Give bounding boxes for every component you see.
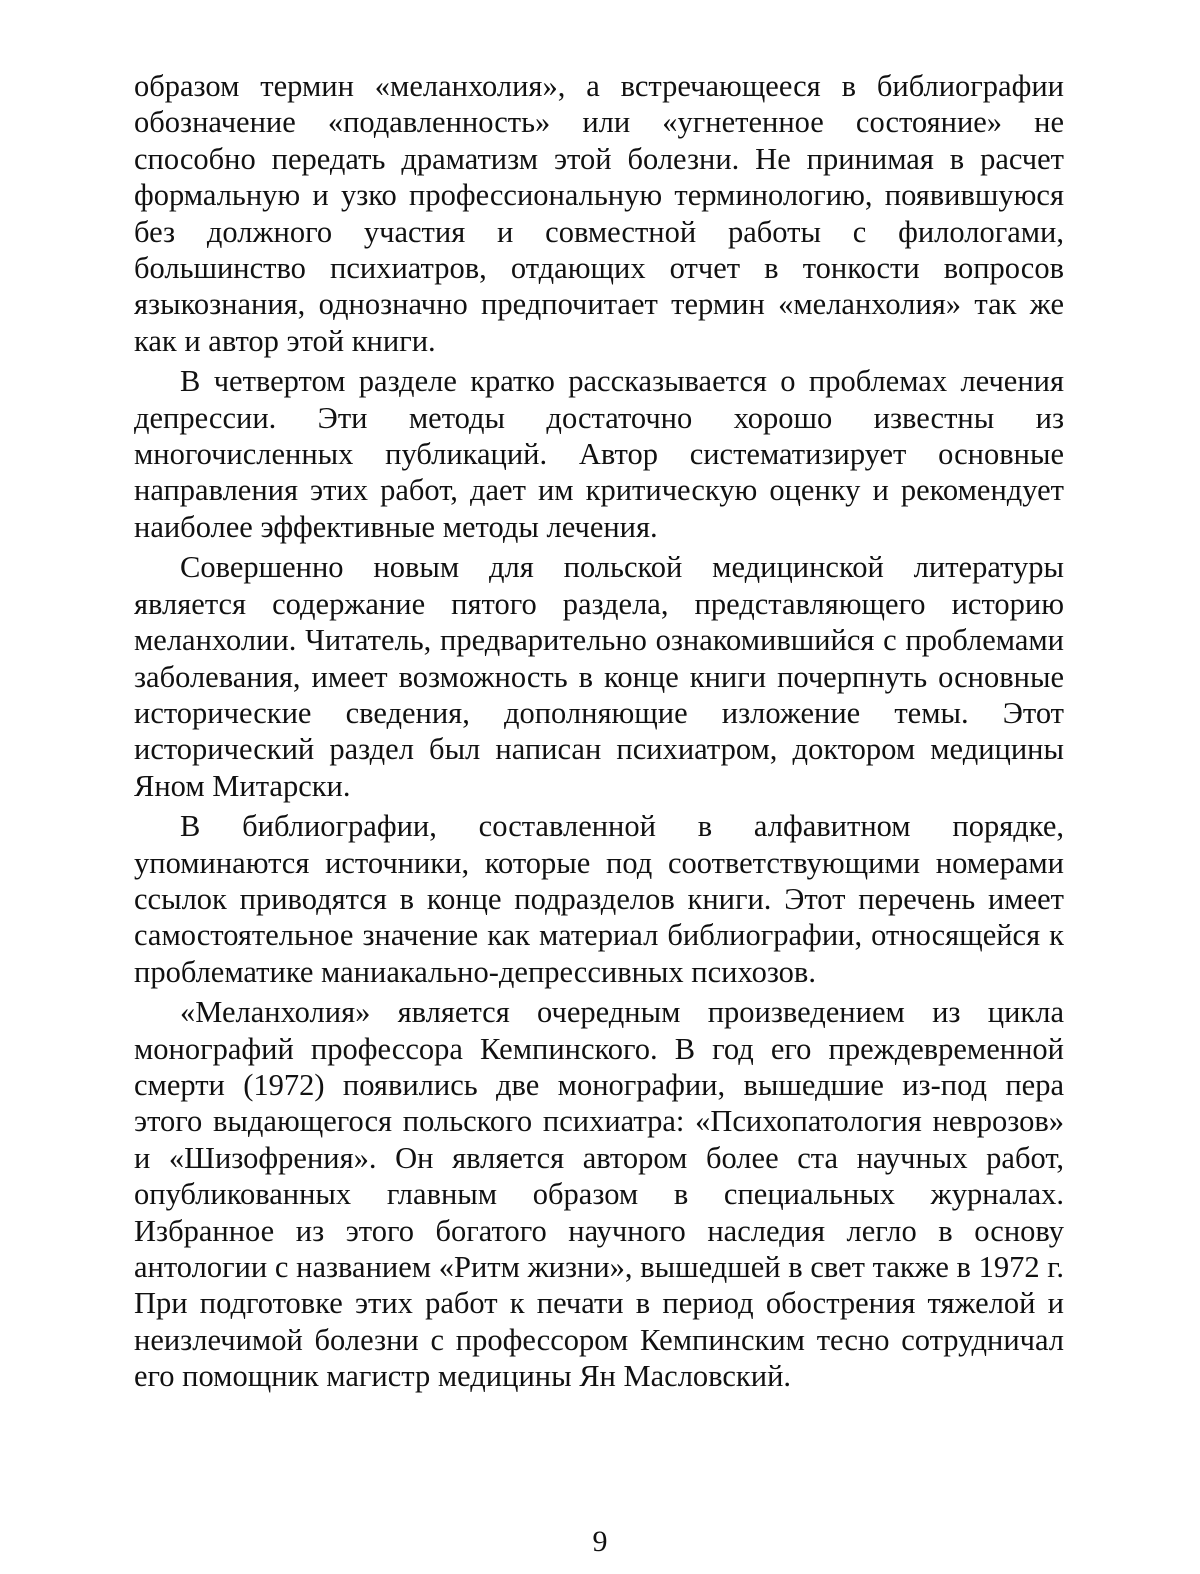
paragraph-history-section: Совершенно новым для польской медицинской литературы является содержание пятого раздела, представляющего историю меланхолии. Читатель, предварительно ознакомившийся с проблемами заболевания, имеет возможность в конце книги почерпнуть основные исторические сведения, дополняющие изложение темы. Этот исторический раздел был написан психиатром, доктором медицины Яном Митарски. — [134, 550, 1064, 803]
paragraph-continuation: образом термин «меланхолия», а встречающееся в библиографии обозначение «подавленность» или «угнетенное состояние» не способно передать драматизм этой болезни. Не принимая в расчет формальную и узко профессиональную терминологию, появившуюся без должного участия и совместной работы с филологами, большинство психиатров, отдающих отчет в тонкости вопросов языкознания, однозначно предпочитает термин «меланхолия» так же как и автор этой книги. — [134, 69, 1064, 358]
paragraph-bibliography: В библиографии, составленной в алфавитном порядке, упоминаются источники, которые под соответствующими номерами ссылок приводятся в конце подразделов книги. Этот перечень имеет самостоятельное значение как материал библиографии, относящейся к проблематике маниакально-депрессивных психозов. — [134, 809, 1064, 989]
page-body — [134, 68, 1064, 1399]
page-number: 9 — [592, 1525, 608, 1558]
paragraph-treatment-section: В четвертом разделе кратко рассказывается о проблемах лечения депрессии. Эти методы достаточно хорошо известны из многочисленных публикаций. Автор систематизирует основные направления этих работ, дает им критическую оценку и рекомендует наиболее эффективные методы лечения. — [134, 364, 1064, 544]
paragraph-about-author: «Меланхолия» является очередным произведением из цикла монографий профессора Кемпинского. В год его преждевременной смерти (1972) появились две монографии, вышедшие из-под пера этого выдающегося польского психиатра: «Психопатология неврозов» и «Шизофрения». Он является автором более ста научных работ, опубликованных главным образом в специальных журналах. Избранное из этого богатого научного наследия легло в основу антологии с названием «Ритм жизни», вышедшей в свет также в 1972 г. При подготовке этих работ к печати в период обострения тяжелой и неизлечимой болезни с профессором Кемпинским тесно сотрудничал его помощник магистр медицины Ян Масловский. — [134, 995, 1064, 1394]
